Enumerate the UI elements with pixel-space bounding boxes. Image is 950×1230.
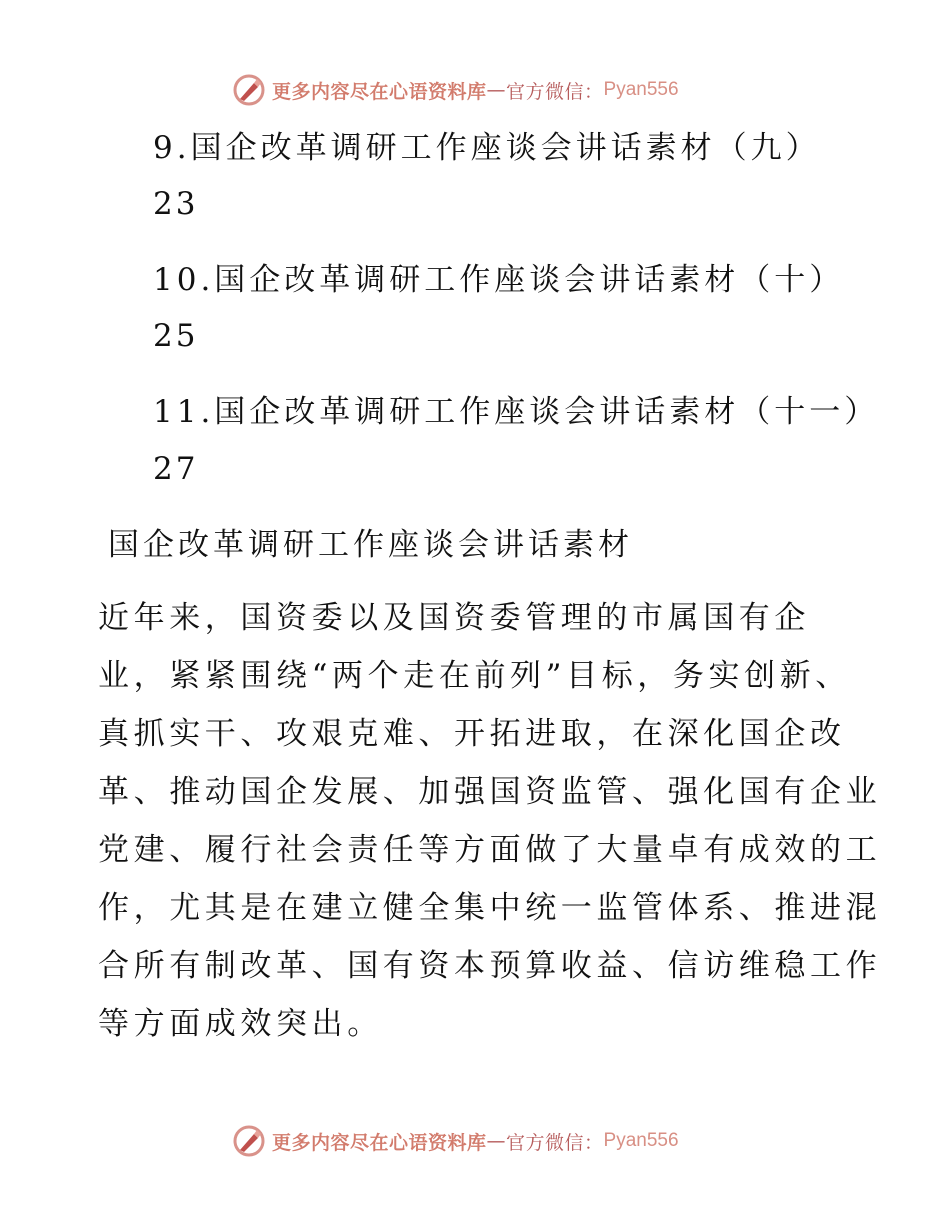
footer-watermark	[232, 1121, 732, 1161]
body-text-line: 作，尤其是在建立健全集中统一监管体系、推进混	[98, 890, 882, 926]
body-text-line: 业，紧紧围绕“两个走在前列”目标，务实创新、	[98, 658, 851, 694]
toc-entry-title: 10.国企改革调研工作座谈会讲话素材（十）	[153, 262, 845, 298]
body-text-line: 近年来，国资委以及国资委管理的市属国有企	[98, 600, 810, 636]
body-text-line: 等方面成效突出。	[98, 1006, 383, 1042]
header-watermark	[232, 70, 732, 110]
body-text-line: 真抓实干、攻艰克难、开拓进取，在深化国企改	[98, 716, 846, 752]
watermark-text: 更多内容尽在心语资料库	[272, 80, 487, 103]
watermark-text: 更多内容尽在心语资料库	[272, 1131, 487, 1154]
toc-entry-page: 25	[153, 318, 199, 354]
section-heading: 国企改革调研工作座谈会讲话素材	[108, 527, 633, 563]
watermark-official-label: 官方微信：	[506, 1131, 604, 1154]
pen-logo-icon	[232, 1124, 266, 1158]
toc-entry-title: 11.国企改革调研工作座谈会讲话素材（十一）	[153, 394, 880, 430]
toc-entry-page: 27	[153, 451, 199, 487]
body-text-line: 革、推动国企发展、加强国资监管、强化国有企业	[98, 774, 882, 810]
pen-logo-icon	[232, 73, 266, 107]
watermark-official-label: 官方微信：	[506, 80, 604, 103]
toc-entry-page: 23	[153, 186, 199, 222]
body-text-line: 党建、履行社会责任等方面做了大量卓有成效的工	[98, 832, 882, 868]
toc-entry-title: 9.国企改革调研工作座谈会讲话素材（九）	[153, 130, 821, 166]
watermark-dash: —	[486, 1130, 507, 1152]
body-text-line: 合所有制改革、国有资本预算收益、信访维稳工作	[98, 948, 882, 984]
watermark-wechat-id: Pyan556	[603, 79, 679, 100]
watermark-wechat-id: Pyan556	[603, 1130, 679, 1151]
watermark-dash: —	[486, 79, 507, 101]
